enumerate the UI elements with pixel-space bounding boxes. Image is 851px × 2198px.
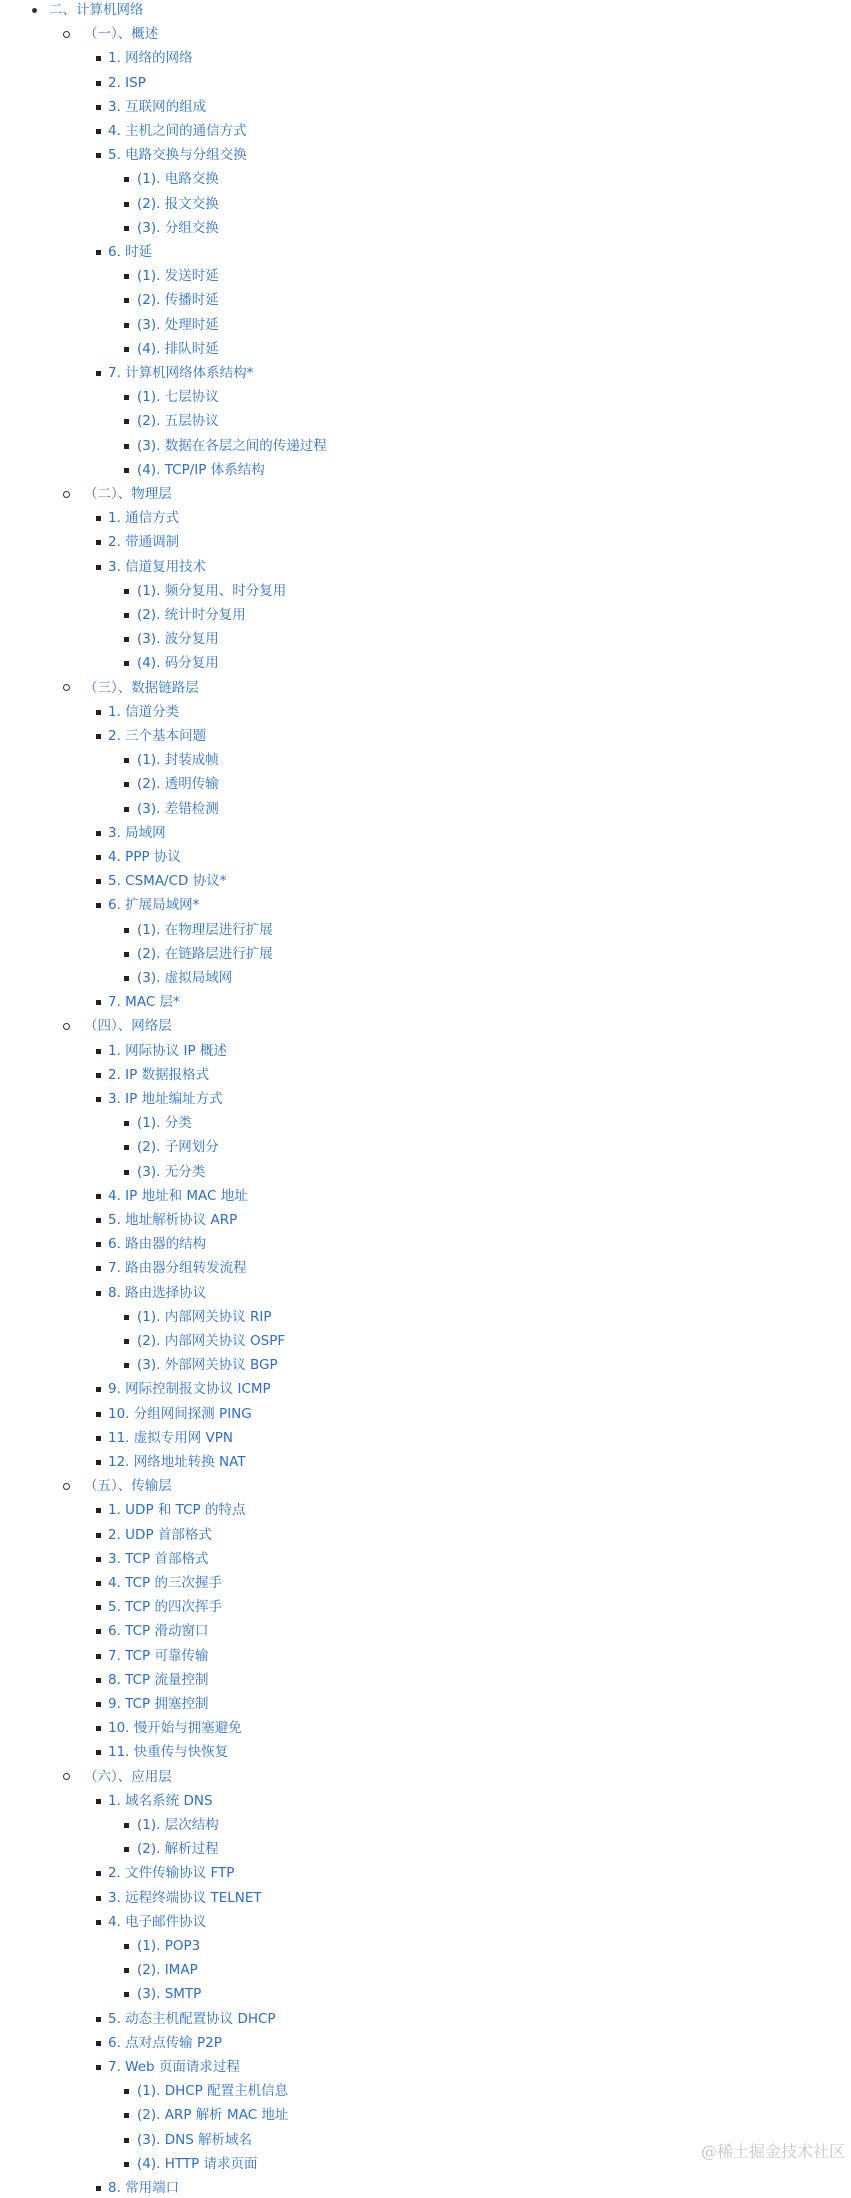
outline-link[interactable]: (2). 统计时分复用 [137,607,246,623]
outline-link[interactable]: 2. IP 数据报格式 [108,1066,210,1083]
outline-link[interactable]: 3. TCP 首部格式 [108,1550,209,1567]
outline-link[interactable]: 7. 路由器分组转发流程 [108,1260,247,1277]
outline-link[interactable]: (3). 外部网关协议 BGP [137,1357,278,1374]
outline-link[interactable]: 1. 通信方式 [108,510,180,527]
outline-link[interactable]: 4. PPP 协议 [108,849,181,865]
outline-link[interactable]: (3). 差错检测 [137,800,219,817]
outline-link[interactable]: 6. 时延 [108,244,153,260]
outline-link[interactable]: （三）、数据链路层 [84,679,199,696]
outline-link[interactable]: (2). 报文交换 [137,195,219,212]
outline-link[interactable]: (4). 码分复用 [137,655,219,672]
outline-link[interactable]: 9. 网际控制报文协议 ICMP [108,1381,271,1398]
outline-link[interactable]: (1). 层次结构 [137,1817,219,1833]
outline-link[interactable]: (3). 无分类 [137,1163,206,1180]
outline-link[interactable]: 6. 扩展局域网* [108,897,200,914]
outline-link[interactable]: 10. 慢开始与拥塞避免 [108,1720,242,1737]
outline-link[interactable]: (1). 七层协议 [137,389,219,406]
outline-link[interactable]: (3). 数据在各层之间的传递过程 [137,437,327,454]
outline-link[interactable]: 2. UDP 首部格式 [108,1526,212,1543]
outline-link[interactable]: 11. 快重传与快恢复 [108,1744,229,1761]
outline-link[interactable]: (3). DNS 解析域名 [137,2131,253,2148]
outline-link[interactable]: (2). 透明传输 [137,776,219,793]
outline-link[interactable]: 7. 计算机网络体系结构* [108,365,254,381]
outline-link[interactable]: 4. 电子邮件协议 [108,1913,207,1930]
outline-link[interactable]: 3. 远程终端协议 TELNET [108,1889,262,1906]
outline-link[interactable]: (2). 在链路层进行扩展 [137,945,273,962]
outline-link[interactable]: 7. MAC 层* [108,994,180,1011]
outline-link[interactable]: (4). 排队时延 [137,340,219,357]
outline-link[interactable]: （五）、传输层 [84,1478,172,1495]
outline-link[interactable]: (2). 传播时延 [137,292,219,309]
outline-link[interactable]: 7. Web 页面请求过程 [108,2059,240,2075]
outline-link[interactable]: (3). 处理时延 [137,316,219,333]
outline-link[interactable]: 3. 信道复用技术 [108,558,207,575]
outline-link[interactable]: (2). 子网划分 [137,1139,219,1156]
outline-link[interactable]: 7. TCP 可靠传输 [108,1647,209,1664]
outline-link[interactable]: (2). 内部网关协议 OSPF [137,1333,286,1349]
outline-link[interactable]: 6. TCP 滑动窗口 [108,1623,209,1640]
outline-link[interactable]: 1. 网络的网络 [108,50,193,67]
outline-link[interactable]: (2). ARP 解析 MAC 地址 [137,2107,289,2124]
outline-link[interactable]: (4). TCP/IP 体系结构 [137,461,265,478]
outline-link[interactable]: 2. ISP [108,74,146,91]
outline-link[interactable]: 8. TCP 流量控制 [108,1671,209,1688]
outline-link[interactable]: 5. 电路交换与分组交换 [108,147,247,164]
outline-link[interactable]: 3. IP 地址编址方式 [108,1091,223,1107]
outline-link[interactable]: (2). 解析过程 [137,1841,219,1858]
outline-link[interactable]: (3). 分组交换 [137,219,219,236]
outline-link[interactable]: 1. 网际协议 IP 概述 [108,1042,227,1059]
outline-link[interactable]: 8. 路由选择协议 [108,1284,207,1301]
outline-link[interactable]: 二、计算机网络 [49,2,144,18]
outline-link[interactable]: (1). 在物理层进行扩展 [137,921,273,938]
outline-link[interactable]: (3). 波分复用 [137,631,219,648]
outline-link[interactable]: 2. 文件传输协议 FTP [108,1865,235,1882]
outline-link[interactable]: 4. IP 地址和 MAC 地址 [108,1187,248,1204]
outline-link[interactable]: 4. 主机之间的通信方式 [108,123,247,139]
outline-link[interactable]: （一）、概述 [84,26,159,43]
outline-link[interactable]: 3. 互联网的组成 [108,98,207,115]
outline-link[interactable]: 2. 带通调制 [108,534,180,551]
outline-link[interactable]: 4. TCP 的三次握手 [108,1575,222,1591]
outline-link[interactable]: 6. 路由器的结构 [108,1236,207,1253]
outline-link[interactable]: （四）、网络层 [84,1018,172,1035]
outline-link[interactable]: (1). 内部网关协议 RIP [137,1308,272,1325]
outline-link[interactable]: 2. 三个基本问题 [108,728,207,744]
outline-link[interactable]: (1). 电路交换 [137,171,219,188]
outline-link[interactable]: 1. 域名系统 DNS [108,1792,213,1809]
outline-link[interactable]: 6. 点对点传输 P2P [108,2034,222,2051]
outline-link[interactable]: 11. 虚拟专用网 VPN [108,1429,234,1446]
outline-link[interactable]: (4). HTTP 请求页面 [137,2155,258,2172]
outline-link[interactable]: （六）、应用层 [84,1768,172,1785]
outline-link[interactable]: 5. TCP 的四次挥手 [108,1599,222,1616]
outline-link[interactable]: 8. 常用端口 [108,2180,180,2196]
outline-link[interactable]: (1). 封装成帧 [137,752,219,769]
watermark: @稀土掘金技术社区 [700,2142,845,2161]
outline-link[interactable]: 1. 信道分类 [108,703,180,720]
outline-link[interactable]: 3. 局域网 [108,824,166,841]
outline-link[interactable]: (1). 发送时延 [137,268,219,285]
outline-link[interactable]: （二）、物理层 [84,486,172,502]
outline-link[interactable]: (1). DHCP 配置主机信息 [137,2083,289,2100]
outline-link[interactable]: (3). 虚拟局域网 [137,970,233,986]
outline-link[interactable]: (1). POP3 [137,1938,201,1954]
outline-link[interactable]: 5. CSMA/CD 协议* [108,873,227,890]
outline-link[interactable]: 10. 分组网间探测 PING [108,1405,252,1422]
outline-link[interactable]: 12. 网络地址转换 NAT [108,1454,246,1470]
outline-link[interactable]: 5. 动态主机配置协议 DHCP [108,2010,276,2027]
outline-link[interactable]: 1. UDP 和 TCP 的特点 [108,1502,246,1519]
outline-link[interactable]: 5. 地址解析协议 ARP [108,1212,238,1228]
outline-link[interactable]: 9. TCP 拥塞控制 [108,1696,209,1712]
outline-link[interactable]: (3). SMTP [137,1986,202,2003]
outline-link[interactable]: (1). 分类 [137,1115,192,1132]
outline-link[interactable]: (2). 五层协议 [137,413,219,430]
outline-link[interactable]: (1). 频分复用、时分复用 [137,582,287,599]
outline-link[interactable]: (2). IMAP [137,1962,198,1979]
